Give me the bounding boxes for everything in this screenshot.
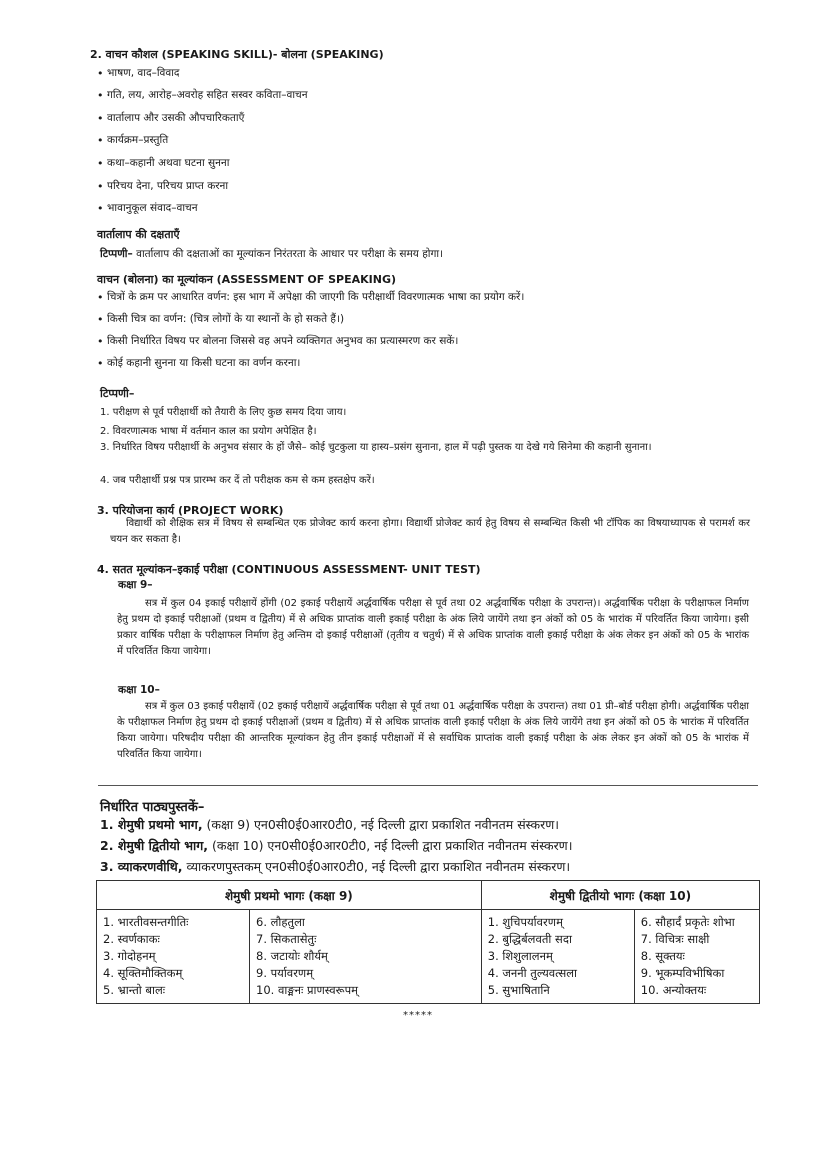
list-item: 4. जब परीक्षार्थी प्रश्न पत्र प्रारम्भ कर दें तो परीक्षक कम से कम हस्तक्षेप करें। <box>100 475 375 486</box>
table-header-class10: शेमुषी द्वितीयो भागः (कक्षा 10) <box>481 881 759 910</box>
assessment-list <box>97 292 747 380</box>
speaking-skill-list <box>97 68 308 226</box>
notes-heading: टिप्पणी– <box>100 387 135 400</box>
conversation-heading: वार्तालाप की दक्षताएँ <box>97 228 180 241</box>
continuous-heading: 4. सतत मूल्यांकन–इकाई परीक्षा (CONTINUOUS ASSESSMENT- UNIT TEST) <box>97 563 481 576</box>
list-item: • किसी चित्र का वर्णन: (चित्र लोगों के या स्थानों के हो सकते हैं।) <box>97 314 747 336</box>
project-text: विद्यार्थी को शैक्षिक सत्र में विषय से सम्बन्धित एक प्रोजेक्ट कार्य करना होगा। विद्यार्थी प्रोजेक्ट कार्य हेतु विषय से सम्बन्धित किसी भी टॉपिक का विषयाध्यापक से परामर्श कर चयन कर सकता है। <box>110 518 750 545</box>
list-item: 1. परीक्षण से पूर्व परीक्षार्थी को तैयारी के लिए कुछ समय दिया जाय। <box>100 407 347 418</box>
class10-text: सत्र में कुल 03 इकाई परीक्षायें (02 इकाई परीक्षायें अर्द्धवार्षिक परीक्षा से पूर्व तथा 01 अर्द्धवार्षिक परीक्षा के उपरान्त) तथा 01 प्री–बोर्ड परीक्षा होगी। अर्द्धवार्षिक परीक्षा के परीक्षाफल निर्माण हेतु प्रथम दो इकाई परीक्षाओं (प्रथम व द्वितीय) में से अधिक प्राप्तांक वाली इकाई परीक्षा के अंक लिये जायेंगे तथा इन अंकों को 05 के भारांक में परिवर्तित किया जायेगा। परिषदीय परीक्षा की आन्तरिक मूल्यांकन हेतु तीन इकाई परीक्षाओं में से सर्वाधिक प्राप्तांक वाली इकाई परीक्षा के अंक लेकर इन अंकों को 05 के भारांक में परिवर्तित किया जायेगा। <box>117 701 749 760</box>
chapters-table <box>96 880 760 1004</box>
list-item: • वार्तालाप और उसकी औपचारिकताएँ <box>97 113 308 136</box>
notes-list <box>100 406 750 487</box>
list-item: 3. निर्धारित विषय परीक्षार्थी के अनुभव संसार के हों जैसे– कोई चुटकुला या हास्य–प्रसंग सुनाना, हाल में पढ़ी पुस्तक या देखे गये सिनेमा की कहानी सुनाना। <box>100 442 652 453</box>
list-item: 2. विवरणात्मक भाषा में वर्तमान काल का प्रयोग अपेक्षित है। <box>100 426 317 437</box>
project-heading: 3. परियोजना कार्य (PROJECT WORK) <box>97 504 284 517</box>
class9-text: सत्र में कुल 04 इकाई परीक्षायें होंगी (02 इकाई परीक्षायें अर्द्धवार्षिक परीक्षा से पूर्व तथा 02 अर्द्धवार्षिक परीक्षा के उपरान्त)। अर्द्धवार्षिक परीक्षा के परीक्षाफल निर्माण हेतु प्रथम दो इकाई परीक्षाओं (प्रथम व द्वितीय) में से अधिक प्राप्तांक वाली इकाई परीक्षा के अंक लिये जायेंगे तथा इन अंकों को 05 के भारांक में परिवर्तित किया जायेगा। इसी प्रकार वार्षिक परीक्षा के परीक्षाफल निर्माण हेतु अन्तिम दो इकाई परीक्षाओं (तृतीय व चतुर्थ) में से अधिक प्राप्तांक वाली इकाई परीक्षा के अंक लेकर इन अंकों को 05 के भारांक में परिवर्तित किया जायेगा। <box>117 598 749 657</box>
list-item: 1. शेमुषी प्रथमो भाग, (कक्षा 9) एन0सी0ई0आर0टी0, नई दिल्ली द्वारा प्रकाशित नवीनतम संस्करण। <box>100 817 560 832</box>
class10-label: कक्षा 10– <box>118 684 160 696</box>
table-cell: 6. सौहार्दं प्रकृतेः शोभा 7. विचित्रः साक्षी 8. सूक्तयः 9. भूकम्पविभीषिका 10. अन्योक्तयः <box>634 910 759 1004</box>
list-item: 2. शेमुषी द्वितीयो भाग, (कक्षा 10) एन0सी0ई0आर0टी0, नई दिल्ली द्वारा प्रकाशित नवीनतम संस्करण। <box>100 838 573 853</box>
class9-label: कक्षा 9– <box>118 579 153 591</box>
table-header-class9: शेमुषी प्रथमो भागः (कक्षा 9) <box>97 881 482 910</box>
speaking-skill-heading: 2. वाचन कौशल (SPEAKING SKILL)- बोलना (SPEAKING) <box>90 48 384 61</box>
list-item: • गति, लय, आरोह–अवरोह सहित सस्वर कविता–वाचन <box>97 90 308 113</box>
assessment-heading: वाचन (बोलना) का मूल्यांकन (ASSESSMENT OF SPEAKING) <box>97 273 396 286</box>
list-item: • चित्रों के क्रम पर आधारित वर्णन: इस भाग में अपेक्षा की जाएगी कि परीक्षार्थी विवरणात्मक भाषा का प्रयोग करें। <box>97 292 747 314</box>
note-label: टिप्पणी– <box>100 248 133 260</box>
list-item: • किसी निर्धारित विषय पर बोलना जिससे वह अपने व्यक्तिगत अनुभव का प्रत्यास्मरण कर सकें। <box>97 336 747 358</box>
end-mark: ***** <box>403 1010 433 1021</box>
note-text: वार्तालाप की दक्षताओं का मूल्यांकन निरंतरता के आधार पर परीक्षा के समय होगा। <box>132 248 444 260</box>
list-item: • कथा–कहानी अथवा घटना सुनना <box>97 158 308 181</box>
table-cell: 6. लौहतुला 7. सिकतासेतुः 8. जटायोः शौर्यम् 9. पर्यावरणम् 10. वाङ्मनः प्राणस्वरूपम् <box>250 910 482 1004</box>
textbooks-list <box>100 816 760 876</box>
list-item: • कोई कहानी सुनना या किसी घटना का वर्णन करना। <box>97 358 747 380</box>
conversation-note <box>100 247 443 261</box>
list-item: 3. व्याकरणवीथि, व्याकरणपुस्तकम् एन0सी0ई0आर0टी0, नई दिल्ली द्वारा प्रकाशित नवीनतम संस्करण। <box>100 859 571 874</box>
table-cell: 1. शुचिपर्यावरणम् 2. बुद्धिर्बलवती सदा 3. शिशुलालनम् 4. जननी तुल्यवत्सला 5. सुभाषितानि <box>481 910 634 1004</box>
list-item: • भावानुकूल संवाद–वाचन <box>97 203 308 226</box>
list-item: • परिचय देना, परिचय प्राप्त करना <box>97 181 308 204</box>
divider <box>98 785 758 786</box>
list-item: • कार्यक्रम–प्रस्तुति <box>97 135 308 158</box>
table-cell: 1. भारतीवसन्तगीतिः 2. स्वर्णकाकः 3. गोदोहनम् 4. सूक्तिमौक्तिकम् 5. भ्रान्तो बालः <box>97 910 250 1004</box>
list-item: • भाषण, वाद–विवाद <box>97 68 308 90</box>
textbooks-heading: निर्धारित पाठ्यपुस्तकें– <box>100 800 205 815</box>
